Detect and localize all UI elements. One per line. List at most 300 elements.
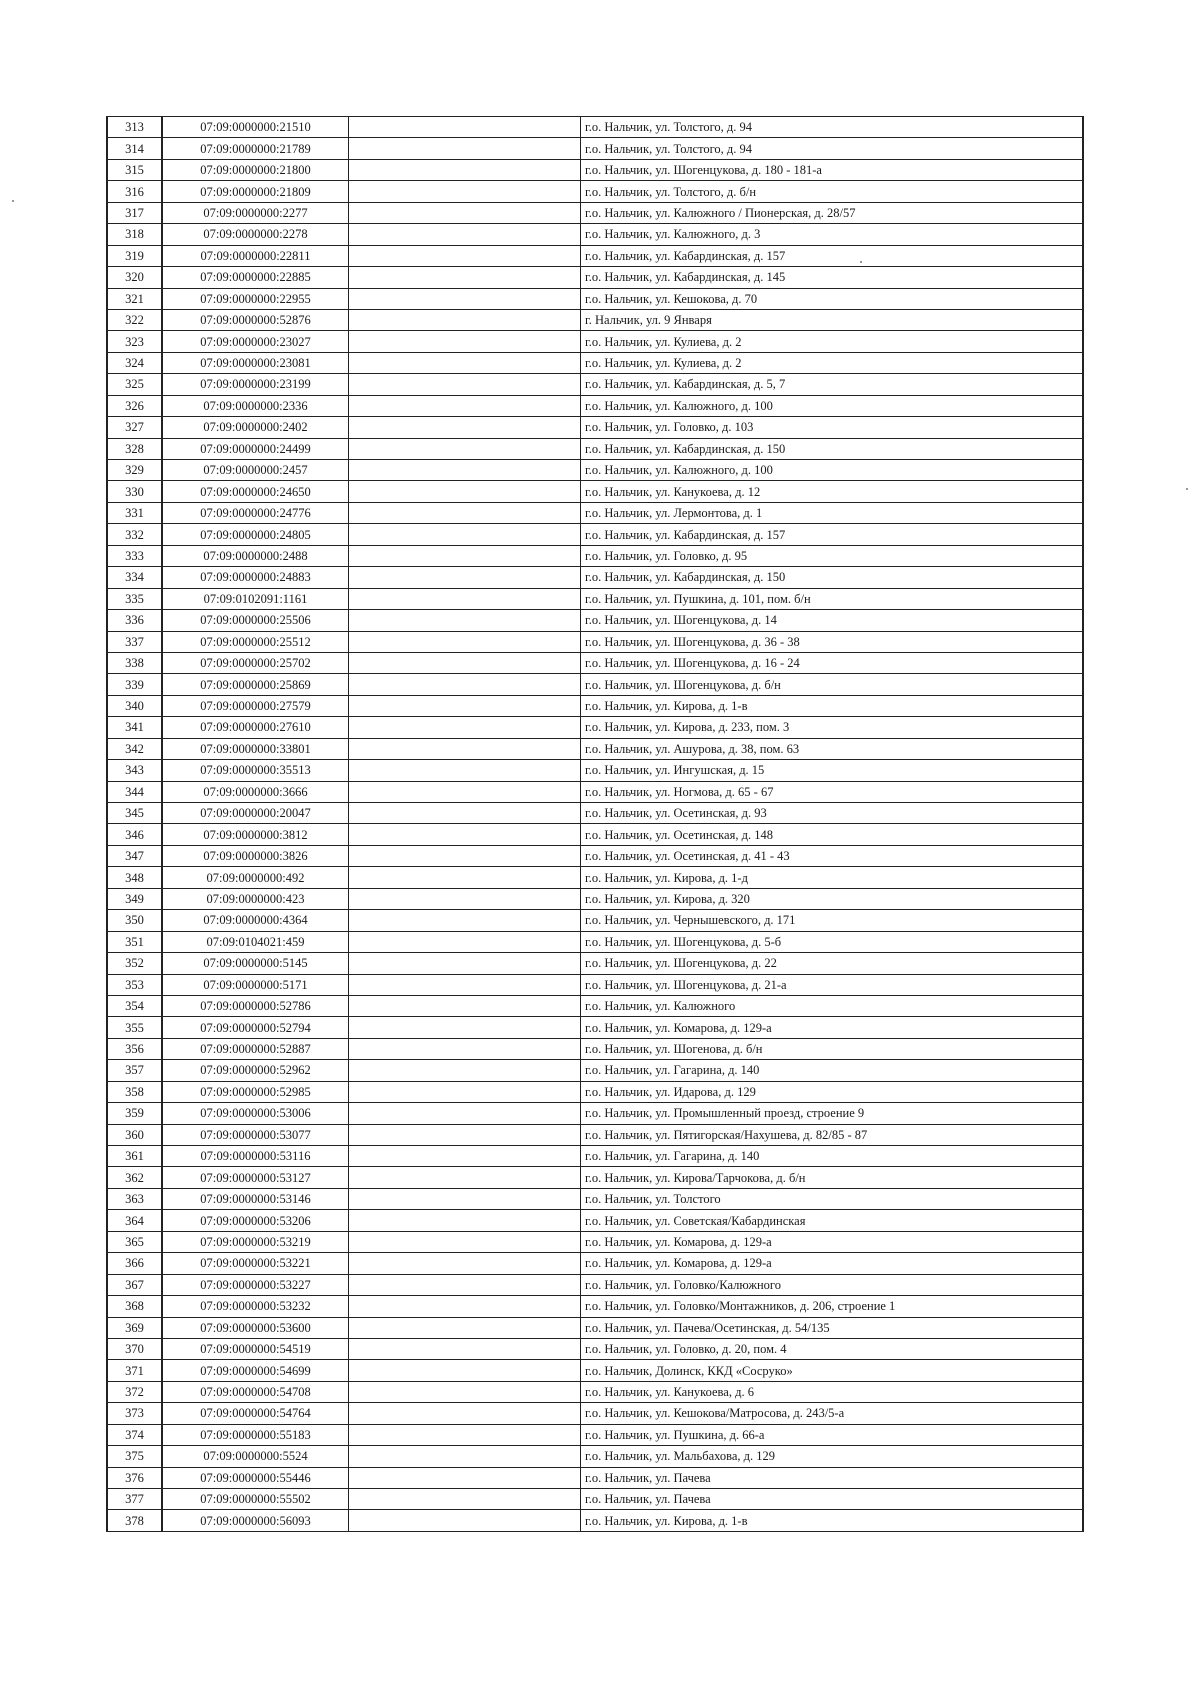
address-cell: г.о. Нальчик, ул. Шогенцукова, д. 180 - 181-а <box>581 159 1084 180</box>
cadastral-number-cell: 07:09:0000000:2278 <box>162 224 349 245</box>
empty-cell <box>349 1146 581 1167</box>
address-cell: г.о. Нальчик, ул. Канукоева, д. 6 <box>581 1381 1084 1402</box>
address-cell: г.о. Нальчик, ул. Головко, д. 95 <box>581 545 1084 566</box>
cadastral-number-cell: 07:09:0000000:24805 <box>162 524 349 545</box>
row-number-cell: 365 <box>107 1231 162 1252</box>
empty-cell <box>349 224 581 245</box>
cadastral-number-cell: 07:09:0000000:55502 <box>162 1489 349 1510</box>
empty-cell <box>349 138 581 159</box>
row-number-cell: 377 <box>107 1489 162 1510</box>
address-cell: г.о. Нальчик, ул. Калюжного / Пионерская, д. 28/57 <box>581 202 1084 223</box>
table-row <box>107 1296 1083 1317</box>
address-cell: г.о. Нальчик, ул. Кабардинская, д. 157 <box>581 524 1084 545</box>
empty-cell <box>349 374 581 395</box>
row-number-cell: 324 <box>107 352 162 373</box>
empty-cell <box>349 845 581 866</box>
row-number-cell: 352 <box>107 953 162 974</box>
table-row <box>107 760 1083 781</box>
row-number-cell: 345 <box>107 803 162 824</box>
row-number-cell: 319 <box>107 245 162 266</box>
address-cell: г.о. Нальчик, ул. Ашурова, д. 38, пом. 63 <box>581 738 1084 759</box>
empty-cell <box>349 1103 581 1124</box>
row-number-cell: 353 <box>107 974 162 995</box>
address-cell: г.о. Нальчик, ул. Пятигорская/Нахушева, д. 82/85 - 87 <box>581 1124 1084 1145</box>
table-row <box>107 438 1083 459</box>
empty-cell <box>349 1467 581 1488</box>
cadastral-number-cell: 07:09:0000000:52876 <box>162 309 349 330</box>
cadastral-number-cell: 07:09:0000000:25702 <box>162 652 349 673</box>
table-row <box>107 181 1083 202</box>
row-number-cell: 350 <box>107 910 162 931</box>
empty-cell <box>349 588 581 609</box>
table-row <box>107 1253 1083 1274</box>
empty-cell <box>349 117 581 138</box>
cadastral-number-cell: 07:09:0000000:52985 <box>162 1081 349 1102</box>
table-row <box>107 1381 1083 1402</box>
address-cell: г.о. Нальчик, ул. Кешокова/Матросова, д. 243/5-а <box>581 1403 1084 1424</box>
table-row <box>107 1103 1083 1124</box>
cadastral-number-cell: 07:09:0000000:52786 <box>162 995 349 1016</box>
empty-cell <box>349 931 581 952</box>
cadastral-number-cell: 07:09:0000000:492 <box>162 867 349 888</box>
empty-cell <box>349 417 581 438</box>
table-row <box>107 417 1083 438</box>
address-cell: г.о. Нальчик, ул. Шогенцукова, д. б/н <box>581 674 1084 695</box>
cadastral-number-cell: 07:09:0000000:3666 <box>162 781 349 802</box>
cadastral-number-cell: 07:09:0000000:21800 <box>162 159 349 180</box>
row-number-cell: 346 <box>107 824 162 845</box>
row-number-cell: 338 <box>107 652 162 673</box>
row-number-cell: 355 <box>107 1017 162 1038</box>
empty-cell <box>349 695 581 716</box>
row-number-cell: 354 <box>107 995 162 1016</box>
table-row <box>107 1360 1083 1381</box>
address-cell: г.о. Нальчик, ул. Пачева/Осетинская, д. 54/135 <box>581 1317 1084 1338</box>
cadastral-number-cell: 07:09:0000000:53219 <box>162 1231 349 1252</box>
table-row <box>107 309 1083 330</box>
empty-cell <box>349 1317 581 1338</box>
empty-cell <box>349 888 581 909</box>
empty-cell <box>349 481 581 502</box>
row-number-cell: 335 <box>107 588 162 609</box>
row-number-cell: 317 <box>107 202 162 223</box>
cadastral-number-cell: 07:09:0000000:23027 <box>162 331 349 352</box>
address-cell: г.о. Нальчик, ул. Кулиева, д. 2 <box>581 352 1084 373</box>
row-number-cell: 366 <box>107 1253 162 1274</box>
cadastral-number-cell: 07:09:0000000:24776 <box>162 502 349 523</box>
row-number-cell: 370 <box>107 1338 162 1359</box>
row-number-cell: 326 <box>107 395 162 416</box>
row-number-cell: 378 <box>107 1510 162 1531</box>
empty-cell <box>349 1060 581 1081</box>
table-row <box>107 502 1083 523</box>
table-row <box>107 1167 1083 1188</box>
table-row <box>107 138 1083 159</box>
table-row <box>107 974 1083 995</box>
table-row <box>107 1081 1083 1102</box>
empty-cell <box>349 1489 581 1510</box>
table-row <box>107 1403 1083 1424</box>
cadastral-number-cell: 07:09:0000000:21809 <box>162 181 349 202</box>
cadastral-number-cell: 07:09:0000000:22955 <box>162 288 349 309</box>
row-number-cell: 368 <box>107 1296 162 1317</box>
row-number-cell: 349 <box>107 888 162 909</box>
address-cell: г.о. Нальчик, ул. Кирова/Тарчокова, д. б/н <box>581 1167 1084 1188</box>
row-number-cell: 327 <box>107 417 162 438</box>
empty-cell <box>349 652 581 673</box>
address-cell: г.о. Нальчик, ул. Шогенцукова, д. 14 <box>581 610 1084 631</box>
row-number-cell: 339 <box>107 674 162 695</box>
table-row <box>107 1510 1083 1531</box>
cadastral-number-cell: 07:09:0000000:2488 <box>162 545 349 566</box>
row-number-cell: 371 <box>107 1360 162 1381</box>
address-cell: г.о. Нальчик, ул. Идарова, д. 129 <box>581 1081 1084 1102</box>
row-number-cell: 344 <box>107 781 162 802</box>
table-row <box>107 738 1083 759</box>
empty-cell <box>349 202 581 223</box>
row-number-cell: 367 <box>107 1274 162 1295</box>
cadastral-number-cell: 07:09:0000000:22811 <box>162 245 349 266</box>
empty-cell <box>349 631 581 652</box>
scan-speck <box>1186 488 1188 490</box>
table-row <box>107 995 1083 1016</box>
row-number-cell: 334 <box>107 567 162 588</box>
table-row <box>107 288 1083 309</box>
address-cell: г.о. Нальчик, ул. Комарова, д. 129-а <box>581 1231 1084 1252</box>
row-number-cell: 343 <box>107 760 162 781</box>
address-cell: г.о. Нальчик, ул. Пачева <box>581 1467 1084 1488</box>
cadastral-number-cell: 07:09:0000000:53600 <box>162 1317 349 1338</box>
cadastral-number-cell: 07:09:0000000:21789 <box>162 138 349 159</box>
table-row <box>107 1038 1083 1059</box>
table-row <box>107 1060 1083 1081</box>
cadastral-number-cell: 07:09:0000000:5524 <box>162 1446 349 1467</box>
row-number-cell: 330 <box>107 481 162 502</box>
row-number-cell: 313 <box>107 117 162 138</box>
cadastral-number-cell: 07:09:0000000:24499 <box>162 438 349 459</box>
cadastral-number-cell: 07:09:0000000:21510 <box>162 117 349 138</box>
table-row <box>107 395 1083 416</box>
row-number-cell: 323 <box>107 331 162 352</box>
empty-cell <box>349 352 581 373</box>
table-row <box>107 117 1083 138</box>
address-cell: г.о. Нальчик, ул. Осетинская, д. 93 <box>581 803 1084 824</box>
address-cell: г.о. Нальчик, ул. Шогенцукова, д. 5-б <box>581 931 1084 952</box>
table-row <box>107 374 1083 395</box>
cadastral-number-cell: 07:09:0000000:53146 <box>162 1188 349 1209</box>
empty-cell <box>349 331 581 352</box>
row-number-cell: 358 <box>107 1081 162 1102</box>
row-number-cell: 336 <box>107 610 162 631</box>
address-cell: г.о. Нальчик, ул. Головко/Монтажников, д. 206, строение 1 <box>581 1296 1084 1317</box>
empty-cell <box>349 460 581 481</box>
table-row <box>107 845 1083 866</box>
row-number-cell: 347 <box>107 845 162 866</box>
cadastral-number-cell: 07:09:0000000:53227 <box>162 1274 349 1295</box>
scan-speck <box>860 261 862 263</box>
row-number-cell: 361 <box>107 1146 162 1167</box>
empty-cell <box>349 760 581 781</box>
cadastral-number-cell: 07:09:0000000:3826 <box>162 845 349 866</box>
row-number-cell: 321 <box>107 288 162 309</box>
empty-cell <box>349 245 581 266</box>
row-number-cell: 372 <box>107 1381 162 1402</box>
table-row <box>107 717 1083 738</box>
cadastral-number-cell: 07:09:0000000:27610 <box>162 717 349 738</box>
cadastral-number-cell: 07:09:0000000:52887 <box>162 1038 349 1059</box>
table-row <box>107 159 1083 180</box>
address-cell: г.о. Нальчик, ул. Пачева <box>581 1489 1084 1510</box>
address-cell: г.о. Нальчик, ул. Калюжного, д. 100 <box>581 395 1084 416</box>
empty-cell <box>349 738 581 759</box>
table-row <box>107 267 1083 288</box>
row-number-cell: 314 <box>107 138 162 159</box>
address-cell: г.о. Нальчик, ул. Кирова, д. 1-д <box>581 867 1084 888</box>
row-number-cell: 318 <box>107 224 162 245</box>
table-row <box>107 1317 1083 1338</box>
row-number-cell: 333 <box>107 545 162 566</box>
row-number-cell: 328 <box>107 438 162 459</box>
cadastral-number-cell: 07:09:0000000:25506 <box>162 610 349 631</box>
table-row <box>107 331 1083 352</box>
address-cell: г.о. Нальчик, ул. Толстого <box>581 1188 1084 1209</box>
row-number-cell: 341 <box>107 717 162 738</box>
empty-cell <box>349 1274 581 1295</box>
address-cell: г.о. Нальчик, ул. Кулиева, д. 2 <box>581 331 1084 352</box>
table-row <box>107 1489 1083 1510</box>
empty-cell <box>349 524 581 545</box>
cadastral-number-cell: 07:09:0000000:2457 <box>162 460 349 481</box>
row-number-cell: 348 <box>107 867 162 888</box>
cadastral-number-cell: 07:09:0000000:25869 <box>162 674 349 695</box>
empty-cell <box>349 824 581 845</box>
address-cell: г.о. Нальчик, ул. Ингушская, д. 15 <box>581 760 1084 781</box>
address-cell: г.о. Нальчик, ул. Толстого, д. 94 <box>581 117 1084 138</box>
table-row <box>107 953 1083 974</box>
table-row <box>107 460 1083 481</box>
empty-cell <box>349 545 581 566</box>
row-number-cell: 375 <box>107 1446 162 1467</box>
cadastral-number-cell: 07:09:0000000:53116 <box>162 1146 349 1167</box>
table-row <box>107 631 1083 652</box>
table-row <box>107 1338 1083 1359</box>
cadastral-number-cell: 07:09:0000000:53127 <box>162 1167 349 1188</box>
table-row <box>107 824 1083 845</box>
cadastral-number-cell: 07:09:0000000:35513 <box>162 760 349 781</box>
cadastral-number-cell: 07:09:0000000:5145 <box>162 953 349 974</box>
cadastral-number-cell: 07:09:0000000:53232 <box>162 1296 349 1317</box>
empty-cell <box>349 910 581 931</box>
address-cell: г.о. Нальчик, ул. Гагарина, д. 140 <box>581 1060 1084 1081</box>
address-cell: г.о. Нальчик, ул. Пушкина, д. 101, пом. б/н <box>581 588 1084 609</box>
table-row <box>107 202 1083 223</box>
address-cell: г.о. Нальчик, ул. Комарова, д. 129-а <box>581 1017 1084 1038</box>
row-number-cell: 376 <box>107 1467 162 1488</box>
table-row <box>107 1146 1083 1167</box>
cadastral-number-cell: 07:09:0000000:53206 <box>162 1210 349 1231</box>
empty-cell <box>349 1017 581 1038</box>
row-number-cell: 337 <box>107 631 162 652</box>
table-row <box>107 652 1083 673</box>
address-cell: г.о. Нальчик, ул. Кирова, д. 1-в <box>581 1510 1084 1531</box>
row-number-cell: 332 <box>107 524 162 545</box>
address-cell: г.о. Нальчик, ул. Осетинская, д. 41 - 43 <box>581 845 1084 866</box>
cadastral-number-cell: 07:09:0000000:55446 <box>162 1467 349 1488</box>
address-cell: г.о. Нальчик, ул. Толстого, д. 94 <box>581 138 1084 159</box>
cadastral-number-cell: 07:09:0000000:53221 <box>162 1253 349 1274</box>
cadastral-number-cell: 07:09:0000000:5171 <box>162 974 349 995</box>
cadastral-number-cell: 07:09:0000000:25512 <box>162 631 349 652</box>
cadastral-number-cell: 07:09:0000000:55183 <box>162 1424 349 1445</box>
cadastral-number-cell: 07:09:0000000:2277 <box>162 202 349 223</box>
empty-cell <box>349 395 581 416</box>
empty-cell <box>349 953 581 974</box>
cadastral-number-cell: 07:09:0000000:54519 <box>162 1338 349 1359</box>
address-cell: г.о. Нальчик, ул. Кирова, д. 233, пом. 3 <box>581 717 1084 738</box>
cadastral-number-cell: 07:09:0000000:54764 <box>162 1403 349 1424</box>
table-row <box>107 1210 1083 1231</box>
empty-cell <box>349 159 581 180</box>
table-row <box>107 352 1083 373</box>
cadastral-number-cell: 07:09:0000000:56093 <box>162 1510 349 1531</box>
empty-cell <box>349 1360 581 1381</box>
table-row <box>107 1231 1083 1252</box>
address-cell: г.о. Нальчик, ул. Комарова, д. 129-а <box>581 1253 1084 1274</box>
cadastral-number-cell: 07:09:0000000:33801 <box>162 738 349 759</box>
address-cell: г.о. Нальчик, ул. Кабардинская, д. 150 <box>581 438 1084 459</box>
empty-cell <box>349 674 581 695</box>
address-cell: г.о. Нальчик, ул. Головко, д. 20, пом. 4 <box>581 1338 1084 1359</box>
empty-cell <box>349 181 581 202</box>
empty-cell <box>349 1510 581 1531</box>
address-cell: г.о. Нальчик, ул. Кабардинская, д. 5, 7 <box>581 374 1084 395</box>
address-cell: г.о. Нальчик, ул. Шогенцукова, д. 22 <box>581 953 1084 974</box>
row-number-cell: 325 <box>107 374 162 395</box>
address-cell: г.о. Нальчик, ул. Головко, д. 103 <box>581 417 1084 438</box>
empty-cell <box>349 1188 581 1209</box>
cadastral-number-cell: 07:09:0000000:24650 <box>162 481 349 502</box>
empty-cell <box>349 717 581 738</box>
table-row <box>107 674 1083 695</box>
table-row <box>107 1424 1083 1445</box>
table-row <box>107 245 1083 266</box>
empty-cell <box>349 1167 581 1188</box>
cadastral-number-cell: 07:09:0000000:23081 <box>162 352 349 373</box>
row-number-cell: 373 <box>107 1403 162 1424</box>
cadastral-number-cell: 07:09:0000000:4364 <box>162 910 349 931</box>
row-number-cell: 356 <box>107 1038 162 1059</box>
registry-table-body <box>107 117 1083 1532</box>
empty-cell <box>349 995 581 1016</box>
cadastral-number-cell: 07:09:0104021:459 <box>162 931 349 952</box>
empty-cell <box>349 1403 581 1424</box>
cadastral-number-cell: 07:09:0000000:2336 <box>162 395 349 416</box>
address-cell: г.о. Нальчик, ул. Кабардинская, д. 157 <box>581 245 1084 266</box>
row-number-cell: 316 <box>107 181 162 202</box>
table-row <box>107 1467 1083 1488</box>
empty-cell <box>349 1124 581 1145</box>
empty-cell <box>349 867 581 888</box>
empty-cell <box>349 1381 581 1402</box>
address-cell: г.о. Нальчик, ул. Кешокова, д. 70 <box>581 288 1084 309</box>
address-cell: г.о. Нальчик, ул. Чернышевского, д. 171 <box>581 910 1084 931</box>
cadastral-number-cell: 07:09:0000000:20047 <box>162 803 349 824</box>
address-cell: г.о. Нальчик, ул. Кабардинская, д. 150 <box>581 567 1084 588</box>
empty-cell <box>349 1081 581 1102</box>
table-row <box>107 567 1083 588</box>
table-row <box>107 1188 1083 1209</box>
cadastral-number-cell: 07:09:0000000:2402 <box>162 417 349 438</box>
table-row <box>107 224 1083 245</box>
address-cell: г.о. Нальчик, ул. Пушкина, д. 66-а <box>581 1424 1084 1445</box>
empty-cell <box>349 1338 581 1359</box>
empty-cell <box>349 567 581 588</box>
address-cell: г.о. Нальчик, ул. Шогенцукова, д. 16 - 24 <box>581 652 1084 673</box>
table-row <box>107 1124 1083 1145</box>
empty-cell <box>349 1210 581 1231</box>
table-row <box>107 481 1083 502</box>
row-number-cell: 320 <box>107 267 162 288</box>
table-row <box>107 1017 1083 1038</box>
row-number-cell: 329 <box>107 460 162 481</box>
table-row <box>107 1274 1083 1295</box>
table-row <box>107 910 1083 931</box>
table-row <box>107 1446 1083 1467</box>
address-cell: г.о. Нальчик, ул. Осетинская, д. 148 <box>581 824 1084 845</box>
cadastral-number-cell: 07:09:0000000:423 <box>162 888 349 909</box>
address-cell: г.о. Нальчик, ул. Калюжного, д. 100 <box>581 460 1084 481</box>
empty-cell <box>349 267 581 288</box>
cadastral-number-cell: 07:09:0102091:1161 <box>162 588 349 609</box>
address-cell: г.о. Нальчик, ул. Кирова, д. 320 <box>581 888 1084 909</box>
cadastral-number-cell: 07:09:0000000:54708 <box>162 1381 349 1402</box>
scan-speck <box>12 200 14 202</box>
table-row <box>107 781 1083 802</box>
table-row <box>107 803 1083 824</box>
table-row <box>107 888 1083 909</box>
row-number-cell: 342 <box>107 738 162 759</box>
row-number-cell: 340 <box>107 695 162 716</box>
cadastral-number-cell: 07:09:0000000:52794 <box>162 1017 349 1038</box>
address-cell: г.о. Нальчик, ул. Калюжного <box>581 995 1084 1016</box>
cadastral-number-cell: 07:09:0000000:27579 <box>162 695 349 716</box>
row-number-cell: 322 <box>107 309 162 330</box>
address-cell: г.о. Нальчик, ул. Шогенова, д. б/н <box>581 1038 1084 1059</box>
address-cell: г. Нальчик, ул. 9 Января <box>581 309 1084 330</box>
empty-cell <box>349 781 581 802</box>
empty-cell <box>349 1038 581 1059</box>
empty-cell <box>349 502 581 523</box>
address-cell: г.о. Нальчик, Долинск, ККД «Сосруко» <box>581 1360 1084 1381</box>
cadastral-registry-table <box>106 116 1084 1532</box>
address-cell: г.о. Нальчик, ул. Советская/Кабардинская <box>581 1210 1084 1231</box>
address-cell: г.о. Нальчик, ул. Головко/Калюжного <box>581 1274 1084 1295</box>
address-cell: г.о. Нальчик, ул. Шогенцукова, д. 36 - 38 <box>581 631 1084 652</box>
cadastral-number-cell: 07:09:0000000:54699 <box>162 1360 349 1381</box>
empty-cell <box>349 1424 581 1445</box>
address-cell: г.о. Нальчик, ул. Канукоева, д. 12 <box>581 481 1084 502</box>
row-number-cell: 364 <box>107 1210 162 1231</box>
row-number-cell: 360 <box>107 1124 162 1145</box>
empty-cell <box>349 1253 581 1274</box>
cadastral-number-cell: 07:09:0000000:53077 <box>162 1124 349 1145</box>
address-cell: г.о. Нальчик, ул. Лермонтова, д. 1 <box>581 502 1084 523</box>
row-number-cell: 363 <box>107 1188 162 1209</box>
cadastral-number-cell: 07:09:0000000:53006 <box>162 1103 349 1124</box>
row-number-cell: 359 <box>107 1103 162 1124</box>
empty-cell <box>349 1296 581 1317</box>
cadastral-number-cell: 07:09:0000000:23199 <box>162 374 349 395</box>
